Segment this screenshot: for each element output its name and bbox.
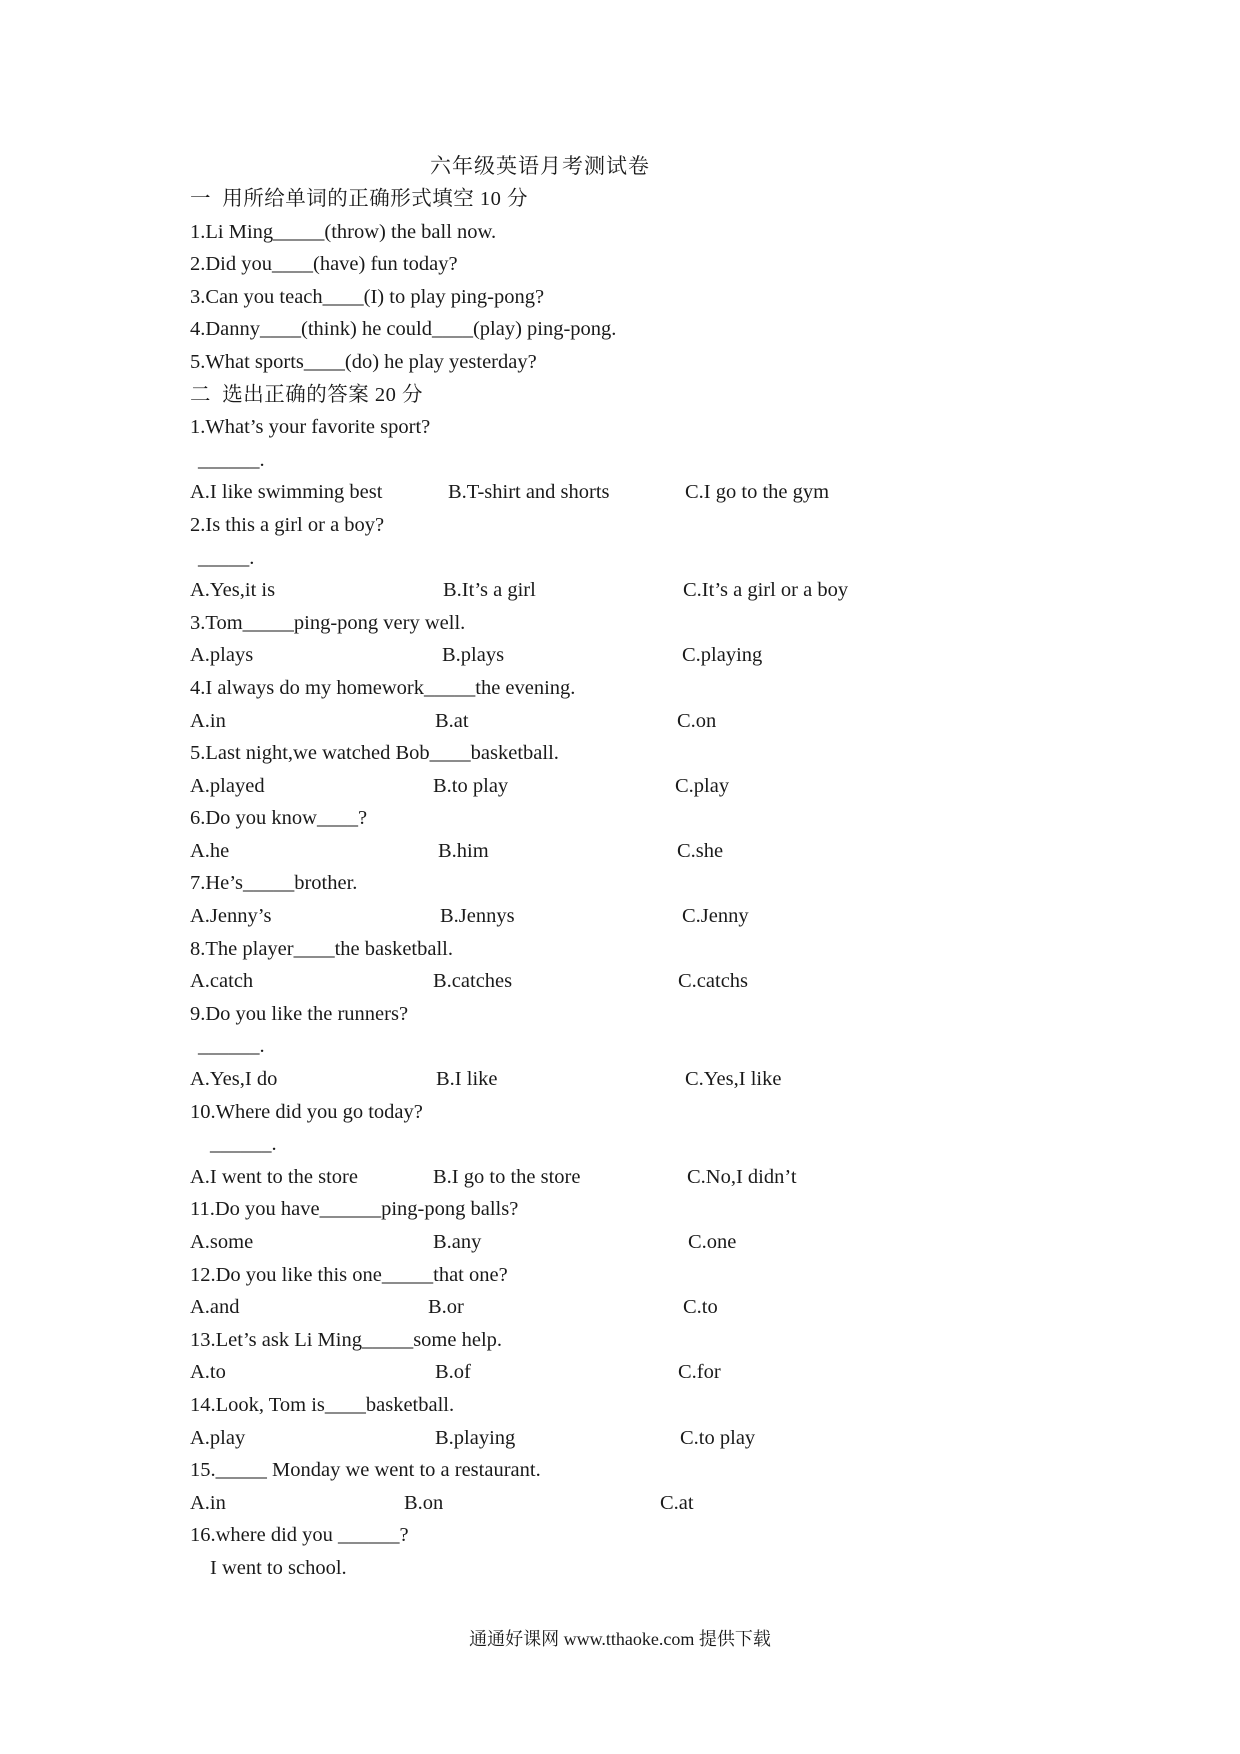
- option-a: A.I like swimming best: [190, 481, 383, 504]
- option-a: A.play: [190, 1426, 246, 1449]
- option-c: C.I go to the gym: [685, 481, 830, 504]
- section1-question-1: 1.Li Ming_____(throw) the ball now.: [190, 220, 497, 243]
- section2-question-13: 13.Let’s ask Li Ming_____some help.: [190, 1328, 503, 1351]
- section2-question-6: 6.Do you know____?: [190, 807, 368, 830]
- options-row-15: [190, 1487, 1090, 1520]
- options-row-3: [190, 639, 1090, 672]
- options-row-14: [190, 1422, 1090, 1455]
- options-row-11: [190, 1226, 1090, 1259]
- option-c: C.for: [678, 1361, 721, 1384]
- section2-question-9: 9.Do you like the runners?: [190, 1002, 409, 1025]
- option-a: A.I went to the store: [190, 1165, 358, 1188]
- options-row-9: [190, 1063, 1090, 1096]
- option-a: A.he: [190, 839, 230, 862]
- options-row-7: [190, 900, 1090, 933]
- option-c: C.Jenny: [682, 905, 749, 928]
- option-c: C.one: [688, 1231, 737, 1253]
- footer-credit: 通通好课网 www.tthaoke.com 提供下载: [469, 1629, 771, 1649]
- answer-blank: ______.: [198, 1035, 265, 1058]
- option-b: B.Jennys: [440, 905, 515, 928]
- section2-question-5: 5.Last night,we watched Bob____basketball.: [190, 742, 559, 765]
- option-b: B.at: [435, 709, 469, 732]
- answer-blank: ______.: [198, 448, 265, 471]
- section2-heading: 二 选出正确的答案 20 分: [190, 383, 423, 406]
- section2-question-1: 1.What’s your favorite sport?: [190, 416, 431, 439]
- section2-question-11: 11.Do you have______ping-pong balls?: [190, 1198, 519, 1221]
- section2-question-16: 16.where did you ______?: [190, 1524, 409, 1547]
- option-a: A.catch: [190, 970, 254, 993]
- section1-question-5: 5.What sports____(do) he play yesterday?: [190, 350, 537, 373]
- option-b: B.plays: [442, 644, 505, 667]
- section1-question-3: 3.Can you teach____(I) to play ping-pong?: [190, 285, 545, 308]
- option-a: A.some: [190, 1231, 254, 1253]
- option-a: A.Jenny’s: [190, 905, 272, 928]
- option-a: A.to: [190, 1361, 226, 1384]
- option-c: C.playing: [682, 644, 763, 667]
- option-a: A.played: [190, 774, 265, 797]
- page-title: 六年级英语月考测试卷: [430, 154, 650, 178]
- section2-question-4: 4.I always do my homework_____the evening.: [190, 676, 576, 699]
- option-c: C.play: [675, 774, 730, 797]
- section2-question-10: 10.Where did you go today?: [190, 1100, 423, 1123]
- option-c: C.No,I didn’t: [687, 1165, 797, 1188]
- option-c: C.at: [660, 1491, 694, 1514]
- answer-blank: _____.: [198, 546, 255, 569]
- option-c: C.catchs: [678, 970, 749, 993]
- section1-question-2: 2.Did you____(have) fun today?: [190, 253, 458, 276]
- section1-heading: 一 用所给单词的正确形式填空 10 分: [190, 188, 528, 210]
- option-a: A.in: [190, 1491, 226, 1514]
- option-b: B.playing: [435, 1426, 516, 1449]
- section2-question-8: 8.The player____the basketball.: [190, 937, 453, 960]
- option-b: B.catches: [433, 970, 513, 993]
- option-b: B.on: [404, 1491, 444, 1514]
- section2-question-15: 15._____ Monday we went to a restaurant.: [190, 1459, 541, 1482]
- options-row-8: [190, 965, 1090, 998]
- option-b: B.I go to the store: [433, 1165, 581, 1188]
- option-b: B.It’s a girl: [443, 579, 536, 602]
- option-b: B.any: [433, 1231, 482, 1253]
- section1-question-4: 4.Danny____(think) he could____(play) ping-pong.: [190, 318, 617, 341]
- section2-question-2: 2.Is this a girl or a boy?: [190, 513, 385, 536]
- option-c: C.It’s a girl or a boy: [683, 579, 849, 602]
- options-row-4: [190, 705, 1090, 738]
- option-a: A.Yes,it is: [190, 579, 276, 602]
- option-b: B.or: [428, 1296, 464, 1319]
- answer-blank: ______.: [210, 1133, 277, 1156]
- options-row-5: [190, 770, 1090, 803]
- options-row-13: [190, 1356, 1090, 1389]
- option-a: A.Yes,I do: [190, 1068, 278, 1091]
- option-b: B.of: [435, 1361, 471, 1384]
- options-row-6: [190, 835, 1090, 868]
- option-c: C.to: [683, 1296, 718, 1319]
- exam-content: [190, 183, 1090, 1585]
- section2-question-7: 7.He’s_____brother.: [190, 872, 358, 895]
- section2-question-12: 12.Do you like this one_____that one?: [190, 1263, 508, 1286]
- options-row-1: [190, 476, 1090, 509]
- options-row-10: [190, 1161, 1090, 1194]
- options-row-12: [190, 1291, 1090, 1324]
- section2-question-3: 3.Tom_____ping-pong very well.: [190, 611, 466, 634]
- section2-question-14: 14.Look, Tom is____basketball.: [190, 1393, 455, 1416]
- option-b: B.him: [438, 839, 489, 862]
- option-c: C.on: [677, 709, 717, 732]
- option-a: A.plays: [190, 644, 254, 667]
- option-c: C.Yes,I like: [685, 1068, 782, 1091]
- option-b: B.I like: [436, 1068, 498, 1091]
- option-c: C.she: [677, 839, 724, 862]
- options-row-2: [190, 574, 1090, 607]
- sample-answer: I went to school.: [210, 1556, 347, 1579]
- option-a: A.in: [190, 709, 226, 732]
- option-c: C.to play: [680, 1426, 756, 1449]
- option-a: A.and: [190, 1296, 240, 1319]
- option-b: B.T-shirt and shorts: [448, 481, 610, 504]
- option-b: B.to play: [433, 774, 509, 797]
